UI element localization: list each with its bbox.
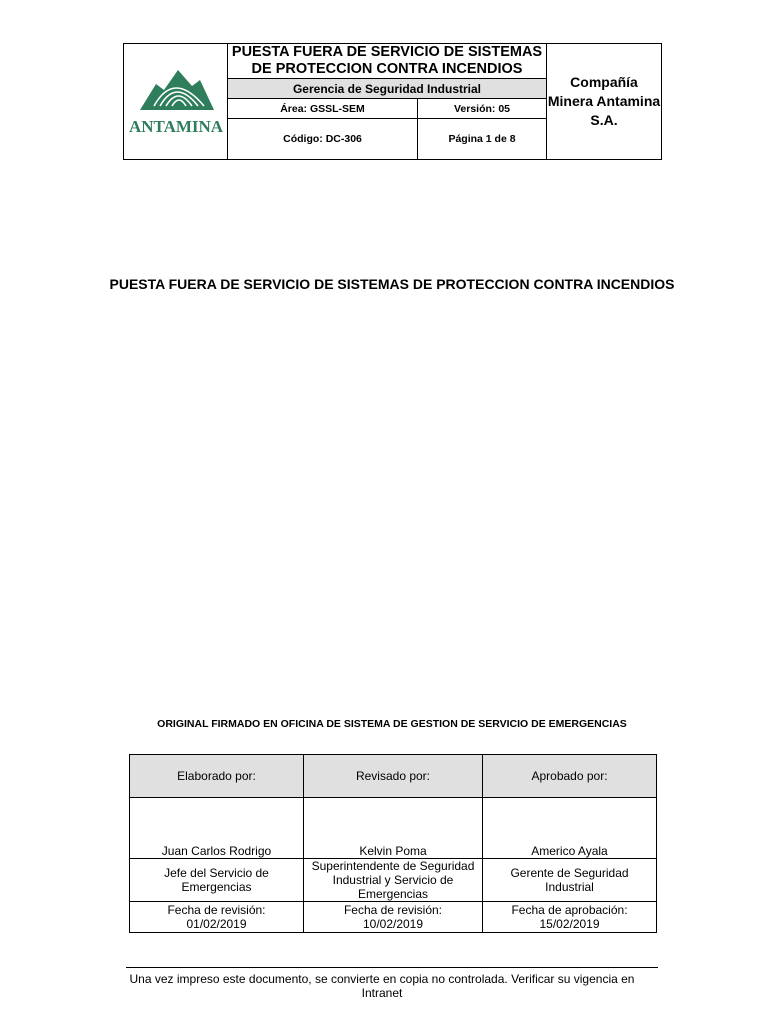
reviewed-by-name: Kelvin Poma xyxy=(304,798,483,859)
version: Versión: 05 xyxy=(418,99,547,119)
original-signed-note: ORIGINAL FIRMADO EN OFICINA DE SISTEMA DE GESTION DE SERVICIO DE EMERGENCIAS xyxy=(157,718,627,730)
date-value: 10/02/2019 xyxy=(362,917,424,931)
approved-date xyxy=(483,902,657,933)
area: Área: GSSL-SEM xyxy=(228,99,418,119)
reviewed-by-header: Revisado por: xyxy=(304,755,483,798)
signature-table xyxy=(129,754,657,933)
approved-by-role: Gerente de Seguridad Industrial xyxy=(483,859,657,902)
prepared-by-name: Juan Carlos Rodrigo xyxy=(130,798,304,859)
date-label: Fecha de revisión: xyxy=(343,903,443,917)
doc-title: PUESTA FUERA DE SERVICIO DE SISTEMAS DE PROTECCION CONTRA INCENDIOS xyxy=(228,44,547,79)
reviewed-date xyxy=(304,902,483,933)
antamina-logo xyxy=(128,66,223,138)
department: Gerencia de Seguridad Industrial xyxy=(228,79,547,99)
date-label: Fecha de aprobación: xyxy=(511,903,628,917)
date-value: 01/02/2019 xyxy=(186,917,247,931)
prepared-by-role: Jefe del Servicio de Emergencias xyxy=(130,859,304,902)
prepared-date xyxy=(130,902,304,933)
footer-disclaimer: Una vez impreso este documento, se convierte en copia no controlada. Verificar su vigencia en Intranet xyxy=(129,972,635,1000)
footer-divider xyxy=(126,967,658,968)
date-label: Fecha de revisión: xyxy=(167,903,266,917)
page-number: Página 1 de 8 xyxy=(418,119,547,160)
company-name: Compañía Minera Antamina S.A. xyxy=(547,44,662,160)
reviewed-by-role: Superintendente de Seguridad Industrial y Servicio de Emergencias xyxy=(304,859,483,902)
approved-by-header: Aprobado por: xyxy=(483,755,657,798)
date-value: 15/02/2019 xyxy=(539,917,600,931)
document-header xyxy=(123,43,662,160)
approved-by-name: Americo Ayala xyxy=(483,798,657,859)
main-title: PUESTA FUERA DE SERVICIO DE SISTEMAS DE PROTECCION CONTRA INCENDIOS xyxy=(109,276,675,292)
prepared-by-header: Elaborado por: xyxy=(130,755,304,798)
logo-text: ANTAMINA xyxy=(128,116,223,136)
doc-code: Código: DC-306 xyxy=(228,119,418,160)
logo-cell xyxy=(124,44,228,160)
